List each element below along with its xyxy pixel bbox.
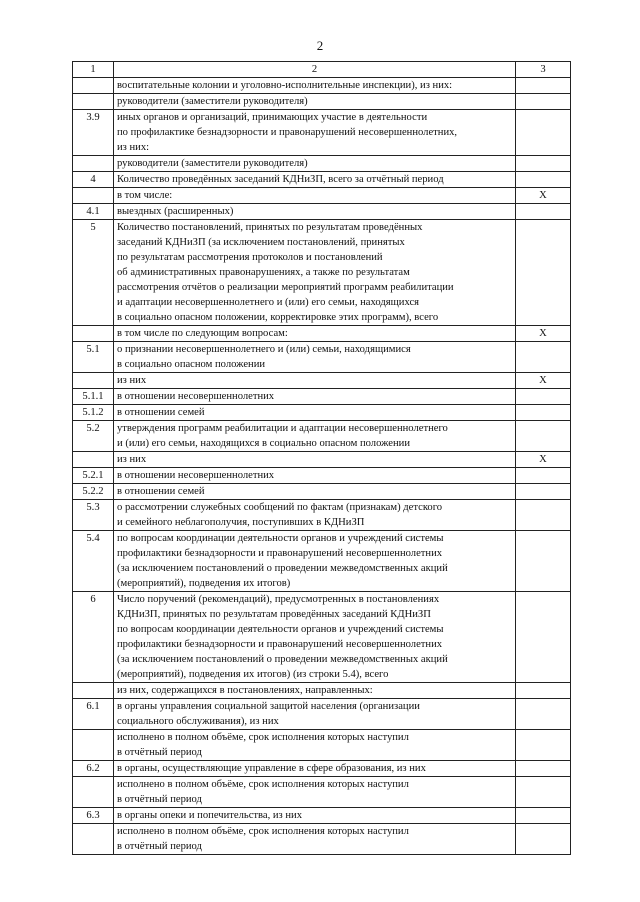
row-text-line: в том числе по следующим вопросам: — [117, 328, 288, 339]
row-number: 5.1 — [73, 342, 114, 373]
table-row — [73, 824, 571, 855]
row-col3-value — [516, 699, 571, 730]
row-text-line: о рассмотрении служебных сообщений по фактам (признакам) детского — [117, 502, 443, 513]
table-row — [73, 484, 571, 500]
row-number: 6 — [73, 592, 114, 683]
row-text-line: в отчётный период — [117, 747, 202, 758]
table-row — [73, 326, 571, 342]
row-number — [73, 188, 114, 204]
row-text — [114, 342, 516, 373]
row-number — [73, 78, 114, 94]
row-number — [73, 373, 114, 389]
table-row — [73, 730, 571, 761]
table-row — [73, 531, 571, 592]
row-number — [73, 824, 114, 855]
row-text-line: по вопросам координации деятельности органов и учреждений системы — [117, 533, 444, 544]
row-text-line: по вопросам координации деятельности органов и учреждений системы — [117, 624, 444, 635]
row-text-line: воспитательные колонии и уголовно-исполнительные инспекции), из них: — [117, 80, 453, 91]
table-row — [73, 188, 571, 204]
row-text-line: (мероприятий), подведения их итогов) (из строки 5.4), всего — [117, 669, 389, 680]
header-col-1: 1 — [73, 62, 114, 78]
row-number: 5.4 — [73, 531, 114, 592]
row-text-line: профилактики безнадзорности и правонарушений несовершеннолетних — [117, 548, 443, 559]
row-text — [114, 421, 516, 452]
table-row — [73, 342, 571, 373]
row-text-line: руководители (заместители руководителя) — [117, 158, 308, 169]
row-col3-value — [516, 730, 571, 761]
header-col-2: 2 — [114, 62, 516, 78]
row-text-line: (за исключением постановлений о проведении межведомственных акций — [117, 563, 448, 574]
row-col3-value — [516, 156, 571, 172]
row-col3-value: X — [516, 326, 571, 342]
row-text-line: Количество проведённых заседаний КДНиЗП, всего за отчётный период — [117, 174, 444, 185]
row-col3-value — [516, 94, 571, 110]
row-text-line: в отношении семей — [117, 407, 205, 418]
row-text-line: иных органов и организаций, принимающих участие в деятельности — [117, 112, 428, 123]
row-text — [114, 699, 516, 730]
row-col3-value — [516, 405, 571, 421]
row-text — [114, 326, 516, 342]
row-text — [114, 808, 516, 824]
row-col3-value — [516, 342, 571, 373]
row-text — [114, 204, 516, 220]
row-text-line: в отчётный период — [117, 841, 202, 852]
header-row — [73, 62, 571, 78]
row-text-line: руководители (заместители руководителя) — [117, 96, 308, 107]
row-text — [114, 683, 516, 699]
row-text-line: выездных (расширенных) — [117, 206, 234, 217]
row-col3-value — [516, 592, 571, 683]
row-number: 6.1 — [73, 699, 114, 730]
row-number: 6.3 — [73, 808, 114, 824]
row-number — [73, 326, 114, 342]
row-text — [114, 730, 516, 761]
row-text-line: Число поручений (рекомендаций), предусмотренных в постановлениях — [117, 594, 440, 605]
row-text-line: и адаптации несовершеннолетнего и (или) его семьи, находящихся — [117, 297, 420, 308]
row-text — [114, 761, 516, 777]
row-text-line: рассмотрения отчётов о реализации мероприятий программ реабилитации — [117, 282, 454, 293]
row-col3-value — [516, 824, 571, 855]
row-text — [114, 156, 516, 172]
table-row — [73, 389, 571, 405]
row-col3-value — [516, 531, 571, 592]
row-text-line: в отношении семей — [117, 486, 205, 497]
table-row — [73, 204, 571, 220]
row-number: 5.2.2 — [73, 484, 114, 500]
row-text-line: по профилактике безнадзорности и правонарушений несовершеннолетних, — [117, 127, 458, 138]
row-text — [114, 824, 516, 855]
row-text — [114, 452, 516, 468]
row-text-line: из них — [117, 375, 147, 386]
row-number: 4 — [73, 172, 114, 188]
row-number: 5.1.2 — [73, 405, 114, 421]
row-text — [114, 484, 516, 500]
row-number: 5 — [73, 220, 114, 326]
row-text-line: КДНиЗП, принятых по результатам проведённых заседаний КДНиЗП — [117, 609, 431, 620]
row-col3-value — [516, 500, 571, 531]
row-text — [114, 500, 516, 531]
table-row — [73, 172, 571, 188]
row-col3-value — [516, 389, 571, 405]
row-text-line: (мероприятий), подведения их итогов) — [117, 578, 291, 589]
table-row — [73, 761, 571, 777]
row-text-line: исполнено в полном объёме, срок исполнения которых наступил — [117, 826, 409, 837]
row-col3-value — [516, 808, 571, 824]
row-text-line: из них, содержащихся в постановлениях, направленных: — [117, 685, 373, 696]
row-text — [114, 110, 516, 156]
row-number: 5.1.1 — [73, 389, 114, 405]
row-text — [114, 94, 516, 110]
table-body — [73, 62, 571, 855]
row-number: 5.2.1 — [73, 468, 114, 484]
row-text-line: по результатам рассмотрения протоколов и постановлений — [117, 252, 383, 263]
row-col3-value: X — [516, 452, 571, 468]
row-col3-value — [516, 421, 571, 452]
table-row — [73, 220, 571, 326]
row-text-line: об административных правонарушениях, а также по результатам — [117, 267, 410, 278]
row-text — [114, 405, 516, 421]
row-text — [114, 172, 516, 188]
table-row — [73, 500, 571, 531]
row-number: 4.1 — [73, 204, 114, 220]
row-text-line: из них — [117, 454, 147, 465]
row-col3-value — [516, 110, 571, 156]
row-number — [73, 683, 114, 699]
row-text-line: утверждения программ реабилитации и адаптации несовершеннолетнего — [117, 423, 448, 434]
row-number: 3.9 — [73, 110, 114, 156]
row-col3-value — [516, 761, 571, 777]
row-text — [114, 188, 516, 204]
row-col3-value — [516, 172, 571, 188]
table-row — [73, 592, 571, 683]
row-text — [114, 592, 516, 683]
row-text-line: в органы управления социальной защитой населения (организации — [117, 701, 420, 712]
table-row — [73, 683, 571, 699]
table-row — [73, 808, 571, 824]
row-number — [73, 452, 114, 468]
row-number: 5.3 — [73, 500, 114, 531]
report-form-table — [72, 61, 571, 855]
row-number — [73, 777, 114, 808]
table-row — [73, 78, 571, 94]
table-row — [73, 405, 571, 421]
row-col3-value — [516, 78, 571, 94]
row-number: 5.2 — [73, 421, 114, 452]
table-row — [73, 110, 571, 156]
row-text-line: из них: — [117, 142, 150, 153]
row-text-line: профилактики безнадзорности и правонарушений несовершеннолетних — [117, 639, 443, 650]
row-text-line: социального обслуживания), из них — [117, 716, 279, 727]
row-text — [114, 468, 516, 484]
row-text-line: исполнено в полном объёме, срок исполнения которых наступил — [117, 779, 409, 790]
row-text — [114, 389, 516, 405]
table-row — [73, 699, 571, 730]
row-text-line: в отчётный период — [117, 794, 202, 805]
row-text-line: и семейного неблагополучия, поступивших в КДНиЗП — [117, 517, 365, 528]
table-row — [73, 156, 571, 172]
page-number: 2 — [316, 38, 324, 53]
row-text-line: в социально опасном положении — [117, 359, 266, 370]
row-text-line: в социально опасном положении, корректировке этих программ), всего — [117, 312, 439, 323]
row-col3-value — [516, 468, 571, 484]
row-text-line: в органы, осуществляющие управление в сфере образования, из них — [117, 763, 426, 774]
row-col3-value — [516, 777, 571, 808]
row-text — [114, 373, 516, 389]
row-text-line: в отношении несовершеннолетних — [117, 470, 275, 481]
row-text-line: Количество постановлений, принятых по результатам проведённых — [117, 222, 423, 233]
row-text-line: в том числе: — [117, 190, 173, 201]
row-col3-value — [516, 683, 571, 699]
row-col3-value — [516, 204, 571, 220]
row-text-line: исполнено в полном объёме, срок исполнения которых наступил — [117, 732, 409, 743]
row-text-line: и (или) его семьи, находящихся в социально опасном положении — [117, 438, 411, 449]
table-row — [73, 777, 571, 808]
row-col3-value — [516, 484, 571, 500]
row-text — [114, 220, 516, 326]
row-text — [114, 531, 516, 592]
row-text-line: (за исключением постановлений о проведении межведомственных акций — [117, 654, 448, 665]
row-text-line: заседаний КДНиЗП (за исключением постановлений, принятых — [117, 237, 405, 248]
row-number: 6.2 — [73, 761, 114, 777]
row-col3-value: X — [516, 188, 571, 204]
row-number — [73, 730, 114, 761]
table-row — [73, 468, 571, 484]
table-row — [73, 421, 571, 452]
row-number — [73, 156, 114, 172]
table-row — [73, 373, 571, 389]
header-col-3: 3 — [516, 62, 571, 78]
row-text — [114, 777, 516, 808]
table-row — [73, 94, 571, 110]
table-row — [73, 452, 571, 468]
row-text — [114, 78, 516, 94]
row-text-line: в отношении несовершеннолетних — [117, 391, 275, 402]
row-col3-value — [516, 220, 571, 326]
row-text-line: о признании несовершеннолетнего и (или) семьи, находящимися — [117, 344, 411, 355]
row-text-line: в органы опеки и попечительства, из них — [117, 810, 303, 821]
row-col3-value: X — [516, 373, 571, 389]
row-number — [73, 94, 114, 110]
